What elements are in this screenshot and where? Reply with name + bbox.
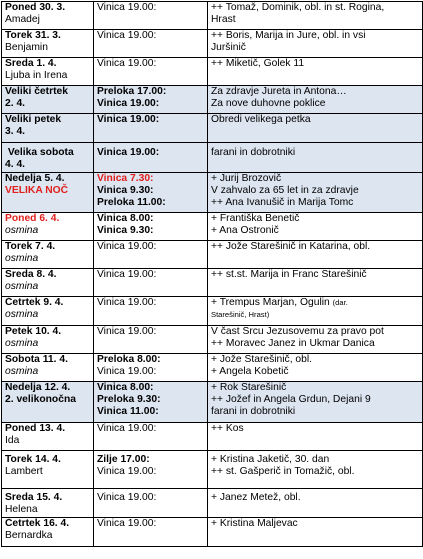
day-sub: 2. 4.	[5, 98, 26, 110]
mass-time: Vinica 19.00:	[97, 58, 157, 69]
day-sub: osmina	[5, 366, 39, 378]
mass-time: Vinica 19.00:	[97, 423, 157, 434]
mass-time: Vinica 19.00:	[97, 518, 157, 529]
day-label: Sreda 1. 4.	[5, 58, 57, 69]
day-cell	[2, 241, 94, 269]
table-row	[2, 451, 423, 489]
table-row	[2, 269, 423, 297]
day-sub: osmina	[5, 225, 39, 237]
day-label: Petek 10. 4.	[5, 326, 62, 337]
mass-schedule-table	[1, 1, 423, 547]
day-cell	[2, 58, 94, 86]
day-sub: osmina	[5, 309, 39, 321]
day-cell	[2, 451, 94, 489]
intention-note: (dar.	[332, 298, 348, 307]
table-row	[2, 489, 423, 518]
intention: Za nove duhovne poklice	[211, 98, 326, 110]
intention: ++ Miketič, Golek 11	[211, 58, 305, 69]
mass-time: Vinica 8.00:	[97, 382, 154, 393]
intention: + Jurij Brozovič	[211, 173, 282, 184]
day-sub: Lambert	[5, 466, 43, 478]
day-sub: osmina	[5, 253, 39, 265]
intention: ++ Jože Starešinič in Katarina, obl.	[211, 241, 371, 252]
mass-time: Preloka 8.00:	[97, 354, 161, 365]
intention-cell	[208, 58, 423, 86]
mass-time: Vinica 9.30:	[97, 225, 154, 237]
table-row	[2, 423, 423, 451]
mass-time: Vinica 19.00:	[97, 98, 160, 110]
mass-cell	[94, 489, 208, 518]
intention-cell	[208, 518, 423, 547]
intention: Hrast	[211, 14, 236, 26]
mass-time: Vinica 7.30:	[97, 173, 154, 184]
table-row	[2, 213, 423, 241]
day-label: Poned 6. 4.	[5, 213, 60, 224]
table-row	[2, 30, 423, 58]
day-cell	[2, 297, 94, 326]
intention: + Trempus Marjan, Ogulin	[211, 297, 330, 308]
day-label: Sreda 8. 4.	[5, 269, 57, 280]
day-cell	[2, 382, 94, 423]
mass-cell	[94, 297, 208, 326]
mass-time: Vinica 19.00:	[97, 492, 157, 503]
intention-cell	[208, 30, 423, 58]
mass-cell	[94, 58, 208, 86]
day-label: Poned 13. 4.	[5, 423, 66, 434]
intention: ++ Jožef in Angela Grdun, Dejani 9	[211, 394, 371, 406]
mass-cell	[94, 326, 208, 354]
day-label: Sreda 15. 4.	[5, 492, 63, 503]
mass-cell	[94, 143, 208, 173]
mass-time: Vinica 19.00:	[97, 366, 157, 378]
intention-cell	[208, 382, 423, 423]
intention-cell	[208, 354, 423, 382]
mass-cell	[94, 241, 208, 269]
intention: farani in dobrotniki	[211, 406, 296, 418]
intention: ++ Tomaž, Dominik, obl. in st. Rogina,	[211, 2, 385, 13]
day-sub: Amadej	[5, 14, 40, 26]
mass-time: Vinica 9.30:	[97, 185, 154, 197]
intention-cell	[208, 451, 423, 489]
day-cell	[2, 423, 94, 451]
intention: + Jože Starešinič, obl.	[211, 354, 313, 365]
mass-time: Vinica 19.00:	[97, 241, 157, 252]
day-cell	[2, 143, 94, 173]
table-row	[2, 143, 423, 173]
mass-time: Vinica 19.00:	[97, 147, 160, 158]
intention: ++ Kos	[211, 423, 244, 434]
day-cell	[2, 114, 94, 143]
day-label: Torek 31. 3.	[5, 30, 61, 41]
table-row	[2, 2, 423, 30]
intention: farani in dobrotniki	[211, 147, 296, 158]
day-label: Veliki petek	[5, 114, 62, 125]
day-sub: osmina	[5, 338, 39, 350]
intention: ++ st.st. Marija in Franc Starešinič	[211, 269, 367, 280]
day-label: Sobota 11. 4.	[5, 354, 68, 365]
mass-cell	[94, 382, 208, 423]
intention-cell	[208, 114, 423, 143]
day-label: Nedelja 5. 4.	[5, 173, 65, 184]
day-label: Veliki četrtek	[5, 86, 68, 97]
intention: V čast Srcu Jezusovemu za pravo pot	[211, 326, 384, 337]
intention-cell	[208, 269, 423, 297]
intention-cell	[208, 326, 423, 354]
day-sub: Ida	[5, 435, 20, 447]
mass-time: Vinica 19.00:	[97, 114, 160, 125]
day-label: Torek 7. 4.	[5, 241, 56, 252]
intention: ++ Ana Ivanušič in Marija Tomc	[211, 197, 354, 209]
mass-time: Vinica 8.00:	[97, 213, 154, 224]
day-sub: Ljuba in Irena	[5, 70, 68, 82]
day-sub: 2. velikonočna	[5, 394, 76, 406]
mass-cell	[94, 30, 208, 58]
table-row	[2, 86, 423, 114]
day-sub: Bernardka	[5, 530, 53, 542]
day-cell	[2, 326, 94, 354]
intention: + Kristina Jaketič, 30. dan	[211, 454, 330, 465]
day-cell	[2, 86, 94, 114]
day-cell	[2, 354, 94, 382]
mass-time: Vinica 19.00:	[97, 2, 157, 13]
table-row	[2, 173, 423, 213]
intention-cell	[208, 173, 423, 213]
mass-time: Preloka 11.00:	[97, 197, 166, 209]
table-row	[2, 382, 423, 423]
intention-cell	[208, 489, 423, 518]
day-sub: osmina	[5, 281, 39, 293]
mass-time: Vinica 19.00:	[97, 466, 157, 478]
intention-cell	[208, 213, 423, 241]
intention-note: Starešinič, Hrast)	[211, 310, 270, 320]
day-sub: Benjamin	[5, 42, 48, 54]
mass-cell	[94, 518, 208, 547]
mass-cell	[94, 86, 208, 114]
day-label: Četrtek 9. 4.	[5, 297, 64, 308]
intention: Obredi velikega petka	[211, 114, 311, 125]
intention: ++ Boris, Marija in Jure, obl. in vsi	[211, 30, 366, 41]
intention: ++ Moravec Janez in Ukmar Danica	[211, 338, 375, 350]
mass-cell	[94, 114, 208, 143]
intention: + Rok Starešinič	[211, 382, 287, 393]
day-cell	[2, 269, 94, 297]
day-cell	[2, 213, 94, 241]
intention: + Janez Metež, obl.	[211, 492, 301, 503]
table-row	[2, 297, 423, 326]
mass-cell	[94, 269, 208, 297]
intention: + Kristina Maljevac	[211, 518, 298, 529]
day-label: Nedelja 12. 4.	[5, 382, 71, 393]
mass-cell	[94, 354, 208, 382]
table-row	[2, 326, 423, 354]
day-sub: Helena	[5, 504, 38, 516]
intention-cell	[208, 143, 423, 173]
intention-cell	[208, 2, 423, 30]
intention: Za zdravje Jureta in Antona…	[211, 86, 347, 97]
day-cell	[2, 2, 94, 30]
day-label: Velika sobota	[5, 147, 74, 158]
intention: ++ st. Gašperič in Tomažič, obl.	[211, 466, 355, 478]
table-row	[2, 114, 423, 143]
mass-time: Vinica 19.00:	[97, 326, 157, 337]
mass-cell	[94, 213, 208, 241]
table-row	[2, 241, 423, 269]
mass-time: Vinica 11.00:	[97, 406, 159, 418]
mass-cell	[94, 423, 208, 451]
table-row	[2, 58, 423, 86]
intention: + Františka Benetič	[211, 213, 300, 224]
day-label: Torek 14. 4.	[5, 454, 61, 465]
mass-time: Vinica 19.00:	[97, 297, 157, 308]
intention: + Angela Kobetič	[211, 366, 289, 378]
day-cell	[2, 173, 94, 213]
intention: Juršinič	[211, 42, 246, 54]
mass-time: Vinica 19.00:	[97, 30, 157, 41]
mass-cell	[94, 451, 208, 489]
mass-cell	[94, 173, 208, 213]
day-cell	[2, 489, 94, 518]
day-sub: VELIKA NOČ	[5, 185, 69, 197]
table-row	[2, 354, 423, 382]
intention: + Ana Ostronič	[211, 225, 279, 237]
mass-time: Vinica 19.00:	[97, 269, 157, 280]
intention-cell	[208, 423, 423, 451]
day-label: Četrtek 16. 4.	[5, 518, 70, 529]
day-cell	[2, 30, 94, 58]
mass-time: Preloka 9.30:	[97, 394, 161, 406]
intention-cell	[208, 297, 423, 326]
day-label: Poned 30. 3.	[5, 2, 66, 13]
intention-cell	[208, 86, 423, 114]
day-sub: 3. 4.	[5, 126, 26, 138]
mass-time: Zilje 17.00:	[97, 454, 150, 465]
day-cell	[2, 518, 94, 547]
intention: V zahvalo za 65 let in za zdravje	[211, 185, 359, 197]
mass-time: Preloka 17.00:	[97, 86, 167, 97]
mass-cell	[94, 2, 208, 30]
day-sub: 4. 4.	[5, 159, 26, 171]
intention-cell	[208, 241, 423, 269]
table-row	[2, 518, 423, 547]
